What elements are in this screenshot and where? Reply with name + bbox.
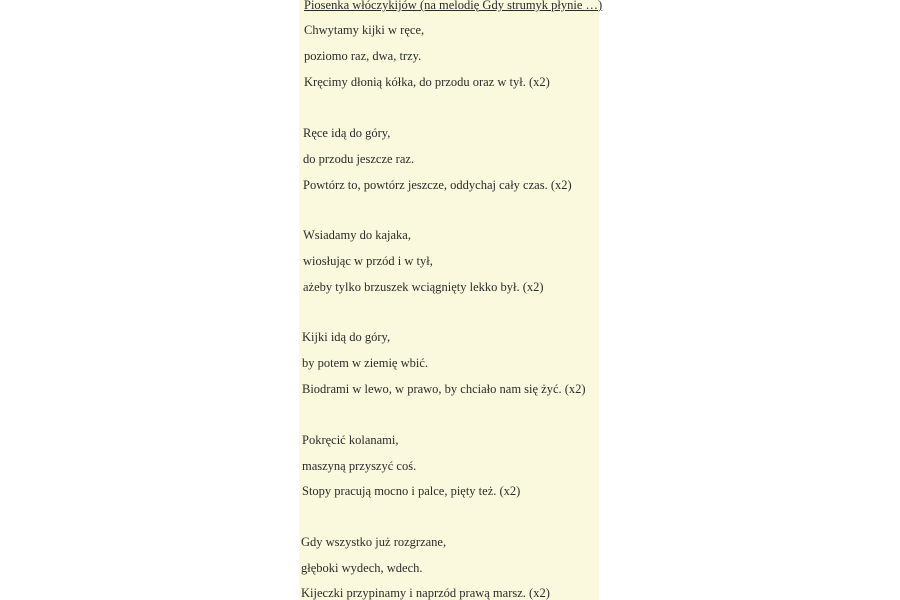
stanza-5-line-2: maszyną przyszyć coś. [302,459,417,473]
stanza-2-line-3: Powtórz to, powtórz jeszcze, oddychaj cały czas. (x2) [303,178,572,192]
stanza-3-line-3: ażeby tylko brzuszek wciągnięty lekko był. (x2) [303,280,544,294]
stanza-4-line-2: by potem w ziemię wbić. [302,356,429,370]
stanza-1-line-1: Chwytamy kijki w ręce, [304,23,425,37]
stanza-4-line-1: Kijki idą do góry, [302,330,391,344]
stanza-3-line-2: wiosłując w przód i w tył, [303,254,433,268]
stanza-5-line-1: Pokręcić kolanami, [302,433,399,447]
stanza-6-line-1: Gdy wszystko już rozgrzane, [301,535,447,549]
stanza-5-line-3: Stopy pracują mocno i palce, pięty też. (x2) [302,484,521,498]
stanza-1-line-2: poziomo raz, dwa, trzy. [304,49,422,63]
stanza-2-line-2: do przodu jeszcze raz. [303,152,415,166]
paper-sheet [299,0,603,600]
stanza-6-line-3: Kijeczki przypinamy i naprzód prawą marsz. (x2) [301,586,550,600]
stanza-6-line-2: głęboki wydech, wdech. [301,561,423,575]
song-title: Piosenka włóczykijów (na melodię Gdy strumyk płynie …) [304,0,603,12]
stanza-1-line-3: Kręcimy dłonią kółka, do przodu oraz w tył. (x2) [304,75,550,89]
stanza-2-line-1: Ręce idą do góry, [303,126,391,140]
stanza-3-line-1: Wsiadamy do kajaka, [303,228,411,242]
stanza-4-line-3: Biodrami w lewo, w prawo, by chciało nam się żyć. (x2) [302,382,586,396]
